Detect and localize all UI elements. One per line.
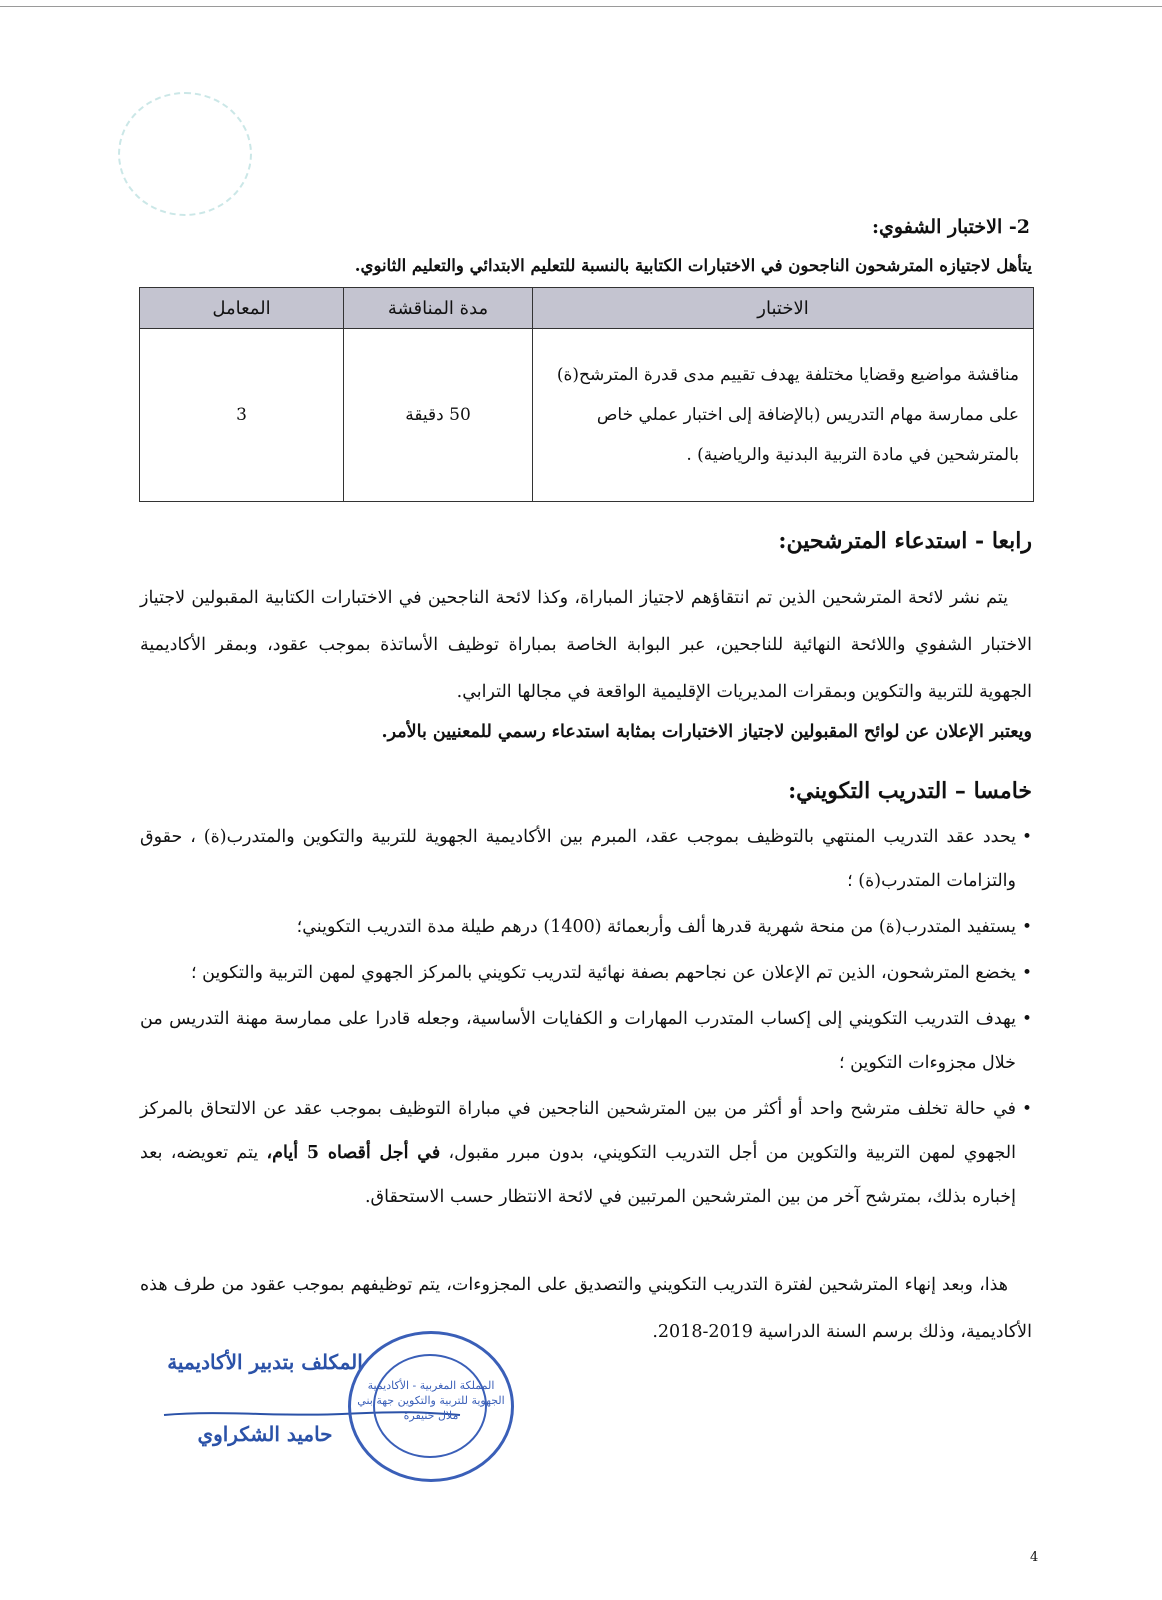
section-4-heading: رابعا - استدعاء المترشحين:	[778, 528, 1032, 554]
list-item: • يهدف التدريب التكويني إلى إكساب المتدرب المهارات و الكفايات الأساسية، وجعله قادرا على ممارسة مهنة التدريس من خلال مجزوءات التكوين ؛	[140, 997, 1032, 1085]
list-item: • يخضع المترشحون، الذين تم الإعلان عن نجاحهم بصفة نهائية لتدريب تكويني بالمركز الجهوي لمهن التربية والتكوين ؛	[140, 951, 1032, 995]
signature-block	[150, 1340, 380, 1446]
bullet-text-start: في حالة تخلف مترشح واحد أو أكثر من بين المترشحين الناجحين في مباراة التوظيف بموجب عقد عن الالتحاق بالمركز الجهوي لمهن التربية والتكوين من أجل التدريب التكويني، بدون مبرر مقبول،	[140, 1099, 1017, 1163]
header-exam: الاختبار	[533, 288, 1034, 329]
oral-exam-table	[139, 287, 1034, 502]
header-duration: مدة المناقشة	[344, 288, 533, 329]
training-bullet-list	[140, 815, 1032, 1221]
section-4-paragraph: يتم نشر لائحة المترشحين الذين تم انتقاؤهم لاجتياز المباراة، وكذا لائحة الناجحين في الاختبارات الكتابية المقبولين لاجتياز الاختبار الشفوي واللائحة النهائية للناجحين، عبر البوابة الخاصة بمباراة توظيف الأساتذة بموجب عقود، وبمقر الأكاديمية الجهوية للتربية والتكوين وبمقرات المديريات الإقليمية الواقعة في مجالها الترابي.	[140, 588, 1032, 702]
section-4-bold-note: ويعتبر الإعلان عن لوائح المقبولين لاجتياز الاختبارات بمثابة استدعاء رسمي للمعنيين بالأمر.	[381, 722, 1032, 742]
cell-coefficient: 3	[140, 329, 344, 502]
table-header-row	[140, 288, 1034, 329]
bullet-text-end: يتم تعويضه، بعد إخباره بذلك، بمترشح آخر من بين المترشحين المرتبين في لائحة الانتظار حسب الاستحقاق.	[140, 1143, 1016, 1207]
seal-text: المملكة المغربية - الأكاديمية الجهوية للتربية والتكوين جهة بني ملال خنيفرة	[357, 1379, 505, 1422]
list-item	[140, 1087, 1032, 1219]
oral-exam-intro: يتأهل لاجتيازه المترشحون الناجحون في الاختبارات الكتابية بالنسبة للتعليم الابتدائي والتعليم الثانوي.	[354, 256, 1032, 275]
oral-exam-heading: 2- الاختبار الشفوي:	[872, 216, 1030, 238]
signatory-title: المكلف بتدبير الأكاديمية	[167, 1350, 363, 1374]
cell-exam-description: مناقشة مواضيع وقضايا مختلفة يهدف تقييم مدى قدرة المترشح(ة) على ممارسة مهام التدريس (بالإضافة إلى اختبار عملي خاص بالمترشحين في مادة التربية البدنية والرياضية) .	[533, 329, 1034, 502]
list-item: • يستفيد المتدرب(ة) من منحة شهرية قدرها ألف وأربعمائة (1400) درهم طيلة مدة التدريب التكويني؛	[140, 905, 1032, 949]
faded-stamp-mark	[118, 92, 252, 216]
cell-duration: 50 دقيقة	[344, 329, 533, 502]
signatory-name: حاميد الشكراوي	[197, 1422, 333, 1446]
section-5-heading: خامسا – التدريب التكويني:	[788, 778, 1032, 804]
official-seal	[348, 1331, 514, 1482]
bullet-deadline: في أجل أقصاه 5 أيام،	[266, 1143, 441, 1163]
header-coefficient: المعامل	[140, 288, 344, 329]
list-item: • يحدد عقد التدريب المنتهي بالتوظيف بموجب عقد، المبرم بين الأكاديمية الجهوية للتربية والتكوين والمتدرب(ة) ، حقوق والتزامات المتدرب(ة) ؛	[140, 815, 1032, 903]
top-rule	[0, 6, 1162, 7]
closing-paragraph: هذا، وبعد إنهاء المترشحين لفترة التدريب التكويني والتصديق على المجزوءات، يتم توظيفهم بموجب عقود من طرف هذه الأكاديمية، وذلك برسم السنة الدراسية 2019-2018.	[140, 1275, 1032, 1342]
table-row	[140, 329, 1034, 502]
page-number: 4	[1030, 1550, 1039, 1565]
